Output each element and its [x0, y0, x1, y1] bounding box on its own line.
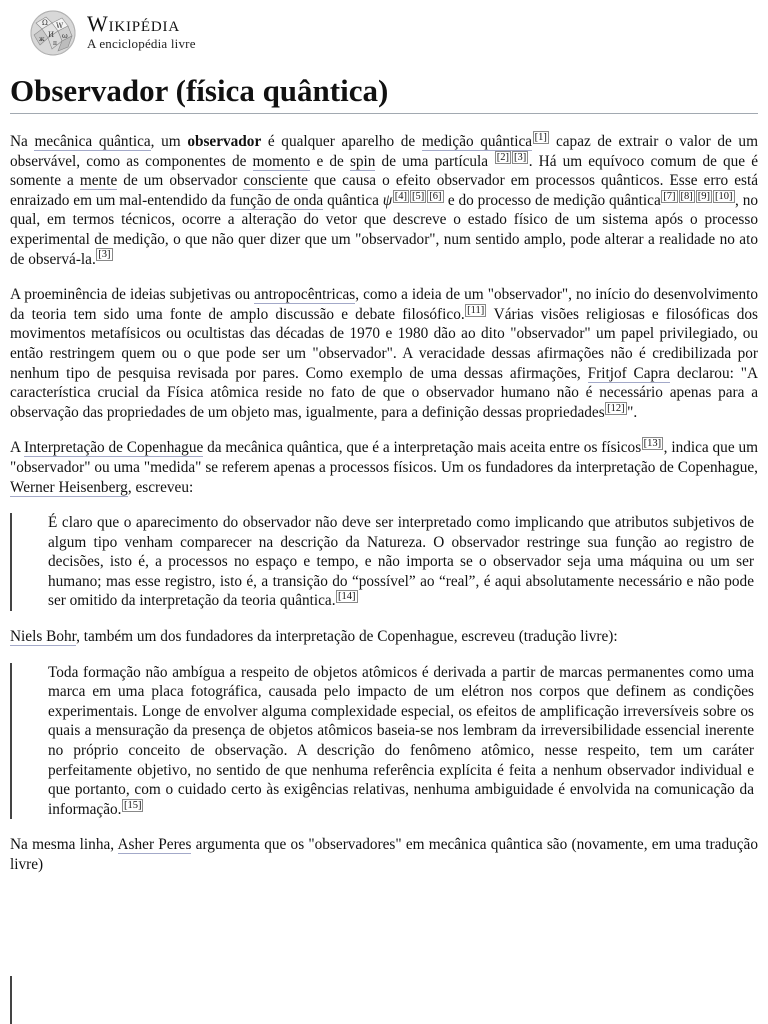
text-run: e de: [310, 152, 350, 170]
ref-12[interactable]: [12]: [607, 402, 625, 414]
paragraph-antropocentricas: [10, 285, 758, 422]
text-run: . Há um equívoco comum de que é somente a: [10, 152, 758, 190]
svg-text:И: И: [48, 31, 55, 39]
svg-text:Ω: Ω: [42, 19, 48, 27]
text-run: e do processo de medição quântica: [444, 191, 661, 209]
link-asher-peres[interactable]: Asher Peres: [117, 836, 192, 854]
wordmark-title: Wikipédia: [87, 11, 180, 36]
ref-4[interactable]: [4]: [394, 190, 407, 202]
ref-13[interactable]: [13]: [643, 438, 662, 450]
link-werner-heisenberg[interactable]: Werner Heisenberg: [10, 478, 128, 496]
link-momento[interactable]: momento: [252, 152, 311, 170]
svg-text:W: W: [56, 22, 64, 30]
ref-15[interactable]: [15]: [123, 799, 142, 811]
quote-text: É claro que o aparecimento do observador não deve ser interpretado como implicando que atributos subjetivos de algum tipo venham comparecer na descrição da Natureza. O observador restringe sua função ao registro de decisões, isto é, a processos no espaço e tempo, e não importa se o observador seja uma máquina ou um ser humano; mas esse registro, isto é, a transição do “possível” ao “real”, é aqui absolutamente necessário e não pode ser omitido da interpretação da teoria quântica.: [48, 514, 754, 610]
ref-3[interactable]: [3]: [513, 151, 527, 163]
ref-10[interactable]: [10]: [715, 190, 733, 202]
link-spin[interactable]: spin: [349, 152, 376, 170]
text-run: , indica que um "observador" ou uma "medida" se referem apenas a processos físicos. Um os fundadores da interpretação de Copenhague,: [10, 439, 758, 476]
text-run: A: [10, 439, 25, 457]
ref-9[interactable]: [9]: [697, 190, 711, 202]
ref-3b[interactable]: [3]: [98, 249, 111, 261]
text-run: Várias visões religiosas e filosóficas dos movimentos metafísicos ou ocultistas das décadas de 1970 e 1980 dão ao dito "observador" um papel privilegiado, ou então restringem quem ou o que pode ser um "observador". A veracidade dessas afirmações não é credibilizada por nenhum tipo de pesquisa revisada por pares. Como exemplo de uma dessas afirmações,: [10, 305, 759, 382]
svg-text:ω: ω: [62, 32, 68, 40]
text-run: que causa o efeito observador em processos quânticos. Esse erro está enraizado em um mal-entendido da: [10, 172, 758, 209]
link-mecanica-quantica[interactable]: mecânica quântica: [34, 133, 151, 150]
wikipedia-globe-logo[interactable]: [28, 9, 80, 57]
text-run: argumenta que os "observadores" em mecânica quântica são (novamente, em uma tradução livre): [10, 836, 758, 873]
text-run: , também um dos fundadores da interpretação de Copenhague, escreveu (tradução livre):: [76, 628, 618, 646]
link-niels-bohr[interactable]: Niels Bohr: [10, 628, 77, 646]
link-antropocentricas[interactable]: antropocêntricas: [254, 286, 356, 304]
paragraph-intro: [10, 132, 758, 269]
page-title: Observador (física quântica): [10, 71, 758, 114]
ref-1[interactable]: [1]: [534, 131, 547, 143]
ref-6[interactable]: [6]: [429, 190, 442, 202]
ref-8[interactable]: [8]: [680, 190, 693, 202]
link-funcao-de-onda[interactable]: função de onda: [229, 191, 324, 209]
term-observador: observador: [187, 133, 262, 150]
paragraph-bohr: [10, 627, 758, 647]
quote-border: [10, 976, 12, 1024]
paragraph-copenhague: [10, 438, 758, 497]
psi-symbol: ψ: [382, 191, 393, 209]
text-run: Na mesma linha,: [10, 836, 118, 854]
wordmark-tagline: A enciclopédia livre: [87, 36, 196, 51]
text-run: é qualquer aparelho de: [261, 133, 422, 150]
quote-heisenberg: [10, 513, 758, 611]
text-run: da mecânica quântica, que é a interpretação mais aceita entre os físicos: [203, 439, 642, 457]
quote-text: Toda formação não ambígua a respeito de objetos atômicos é derivada a partir de marcas permanentes como uma marca em uma placa fotográfica, causada pelo impacto de um elétron nos corpos que definem as condições experimentais. Longe de envolver alguma complexidade especial, os efeitos de amplificação irreversíveis sobre os quais a mensuração da presença de objetos atômicos baseia-se nos lembram da irreversibilidade essencial inerente no próprio conceito de observação. A descrição do fenômeno atômico, nesse respeito, tem um caráter perfeitamente objetivo, no sentido de que nenhuma referência explícita é feita a nenhum observador individual e que portanto, com o cuidado certo às exigências relativas, nenhuma ambiguidade é envolvida na comunicação da informação.: [48, 663, 754, 818]
text-run: ".: [627, 403, 638, 421]
text-run: , no qual, em termos técnicos, ocorre a alteração do vetor que descreve o estado físico de um sistema após o processo experimental de medição, o que não quer dizer que um "observador", num sentido amplo, pode alterar a realidade no ato de observá-la.: [10, 191, 758, 268]
ref-11[interactable]: [11]: [467, 304, 485, 316]
svg-text:ж: ж: [39, 36, 45, 43]
link-medicao-quantica[interactable]: medição quântica: [421, 133, 533, 150]
text-run: Na: [10, 133, 35, 150]
paragraph-peres: [10, 835, 758, 874]
ref-5[interactable]: [5]: [412, 190, 425, 202]
text-run: , escreveu:: [127, 478, 194, 496]
wordmark[interactable]: [87, 12, 196, 52]
text-run: quântica: [323, 191, 383, 209]
link-mente[interactable]: mente: [79, 172, 118, 190]
text-run: de uma partícula: [375, 152, 495, 170]
quote-bohr: [10, 663, 758, 820]
ref-14[interactable]: [14]: [338, 591, 356, 603]
site-header: [28, 9, 428, 57]
text-run: , como a ideia de um "observador", no início do desenvolvimento da teoria tem sido uma fonte de amplo discussão e debate filosófico.: [10, 286, 758, 323]
article-content: [10, 132, 758, 891]
ref-7[interactable]: [7]: [663, 190, 676, 202]
text-run: A proeminência de ideias subjetivas ou: [10, 286, 255, 304]
text-run: capaz de extrair o valor de um observável, como as componentes de: [10, 133, 758, 170]
link-interpretacao-copenhague[interactable]: Interpretação de Copenhague: [24, 439, 204, 457]
svg-text:π: π: [53, 40, 57, 47]
text-run: de um observador: [117, 172, 244, 190]
text-run: , um: [150, 133, 188, 150]
link-fritjof-capra[interactable]: Fritjof Capra: [587, 364, 671, 382]
text-run: declarou: "A característica crucial da Física atômica reside no fato de que o observador humano não é necessário apenas para a observação das propriedades de um objeto mas, igualmente, para a definição dessas propriedades: [10, 364, 758, 421]
link-consciente[interactable]: consciente: [243, 172, 308, 190]
ref-2[interactable]: [2]: [496, 151, 509, 163]
